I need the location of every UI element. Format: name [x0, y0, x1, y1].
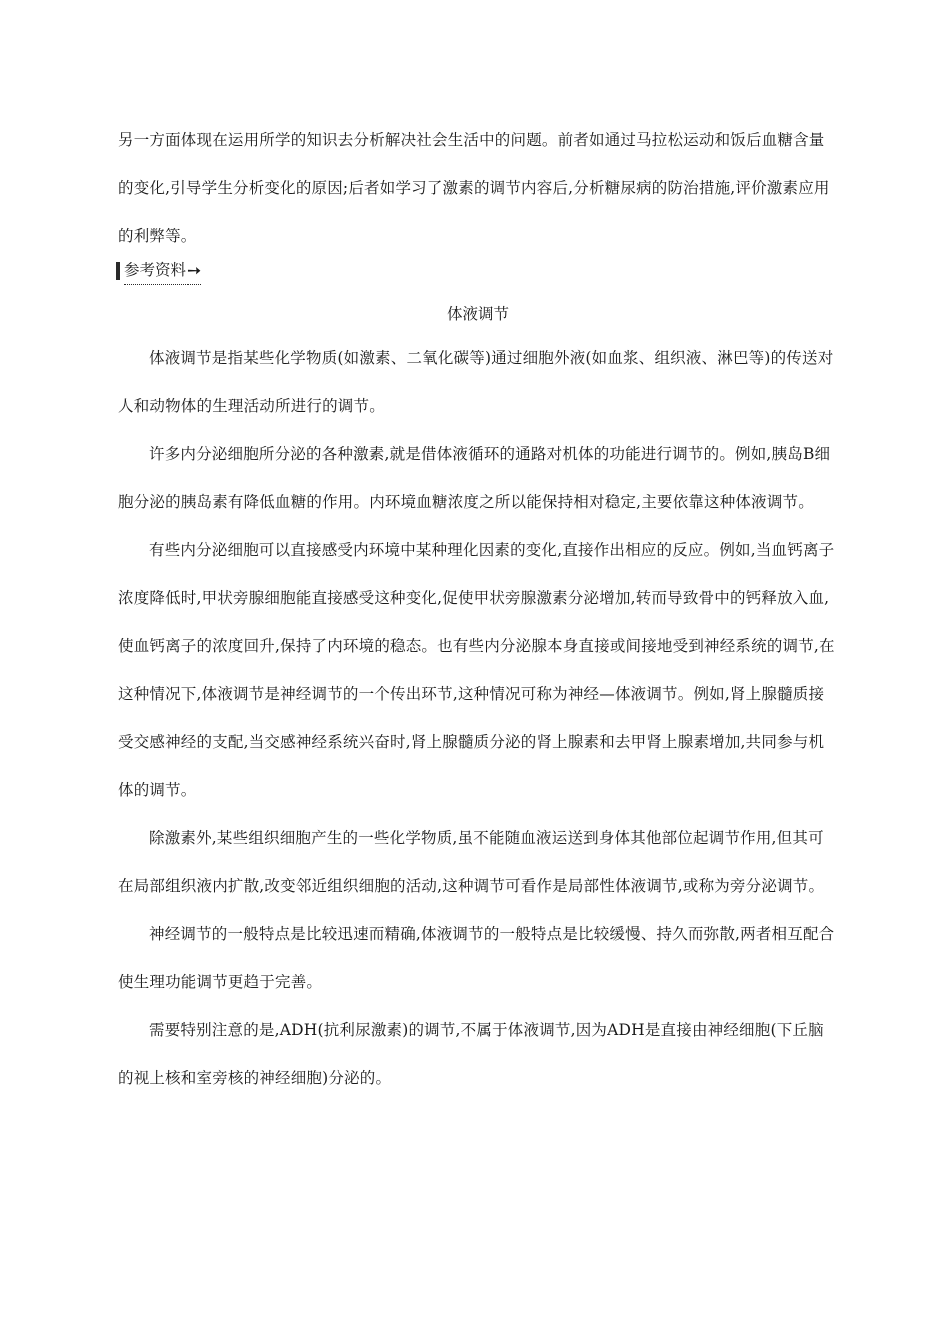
body-paragraph: 体液调节是指某些化学物质(如激素、二氧化碳等)通过细胞外液(如血浆、组织液、淋巴等)的传送对人和动物体的生理活动所进行的调节。	[118, 349, 834, 415]
right-arrow-icon: ➙	[187, 258, 201, 285]
body-paragraph: 许多内分泌细胞所分泌的各种激素,就是借体液循环的通路对机体的功能进行调节的。例如,胰岛B细胞分泌的胰岛素有降低血糖的作用。内环境血糖浓度之所以能保持相对稳定,主要依靠这种体液调节。	[118, 445, 831, 511]
body-paragraph: 神经调节的一般特点是比较迅速而精确,体液调节的一般特点是比较缓慢、持久而弥散,两者相互配合使生理功能调节更趋于完善。	[118, 925, 835, 991]
section-body	[118, 334, 838, 1102]
body-paragraph: 除激素外,某些组织细胞产生的一些化学物质,虽不能随血液运送到身体其他部位起调节作用,但其可在局部组织液内扩散,改变邻近组织细胞的活动,这种调节可看作是局部性体液调节,或称为旁分泌调节。	[118, 829, 825, 895]
reference-label: 参考资料	[124, 257, 186, 285]
intro-paragraph	[118, 116, 838, 260]
intro-text: 另一方面体现在运用所学的知识去分析解决社会生活中的问题。前者如通过马拉松运动和饭后血糖含量的变化,引导学生分析变化的原因;后者如学习了激素的调节内容后,分析糖尿病的防治措施,评价激素应用的利弊等。	[118, 131, 830, 245]
body-paragraph: 需要特别注意的是,ADH(抗利尿激素)的调节,不属于体液调节,因为ADH是直接由神经细胞(下丘脑的视上核和室旁核的神经细胞)分泌的。	[118, 1021, 824, 1087]
reference-heading	[116, 258, 201, 284]
heading-bar-icon	[116, 262, 120, 280]
section-title: 体液调节	[446, 305, 509, 323]
body-paragraph: 有些内分泌细胞可以直接感受内环境中某种理化因素的变化,直接作出相应的反应。例如,当血钙离子浓度降低时,甲状旁腺细胞能直接感受这种变化,促使甲状旁腺激素分泌增加,转而导致骨中的钙释放入血,使血钙离子的浓度回升,保持了内环境的稳态。也有些内分泌腺本身直接或间接地受到神经系统的调节,在这种情况下,体液调节是神经调节的一个传出环节,这种情况可称为神经—体液调节。例如,肾上腺髓质接受交感神经的支配,当交感神经系统兴奋时,肾上腺髓质分泌的肾上腺素和去甲肾上腺素增加,共同参与机体的调节。	[118, 541, 835, 799]
